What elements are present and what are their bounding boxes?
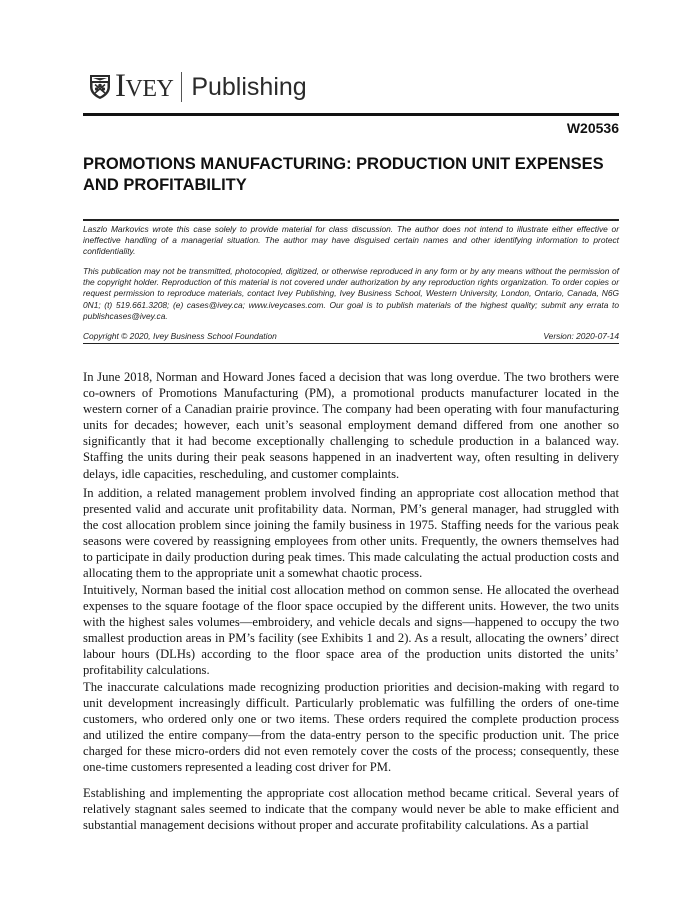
logo-publisher-text: Publishing [191,73,307,101]
body-paragraph: Establishing and implementing the appropriate cost allocation method became critical. Several years of relatively stagnant sales seemed to indicate that the company would never be able to make efficient and substantial management decisions without proper and accurate profitability calculations. As a partial [83,786,619,833]
copyright-text: Copyright © 2020, Ivey Business School Foundation [83,331,277,341]
reproduction-notice: This publication may not be transmitted, photocopied, digitized, or otherwise reproduced in any form or by any means without the permission of the copyright holder. Reproduction of this material is not covered under authorization by any reproduction rights organization. To order copies or request permission to reproduce materials, contact Ivey Publishing, Ivey Business School, Western University, London, Ontario, Canada, N6G 0N1; (t) 519.661.3208; (e) cases@ivey.ca; www.iveycases.com. Our goal is to publish materials of the highest quality; submit any errata to publishcases@ivey.ca. [83,266,619,321]
case-title: PROMOTIONS MANUFACTURING: PRODUCTION UNIT EXPENSES AND PROFITABILITY [83,155,604,194]
version-text: Version: 2020-07-14 [543,331,619,341]
copyright-row [83,331,619,341]
notice-top-rule [83,219,619,221]
logo-brand: IVEY [115,67,174,104]
header-rule [83,113,619,116]
body-paragraph: In June 2018, Norman and Howard Jones faced a decision that was long overdue. The two brothers were co-owners of Promotions Manufacturing (PM), a promotional products manufacturer located in the western corner of a Canadian prairie province. The company had been operating with four manufacturing units for decades; however, each unit’s seasonal employment demand differed from one another so significantly that it had become exceptionally challenging to schedule production in a balanced way. Staffing the units during their peak seasons happened in an inadvertent way, often resulting in delivery delays, idle capacities, rescheduling, and customer complaints. [83,370,619,481]
body-paragraph: Intuitively, Norman based the initial cost allocation method on common sense. He allocated the overhead expenses to the square footage of the floor space occupied by the different units. However, the two units with the highest sales volumes—embroidery, and vehicle decals and signs—happened to occupy the two smallest production areas in PM’s facility (see Exhibits 1 and 2). As a result, allocating the owners’ direct labour hours (DLHs) according to the floor space area of the production units distorted the units’ profitability calculations. [83,583,619,678]
logo-divider [181,72,182,102]
author-notice: Laszlo Markovics wrote this case solely to provide material for class discussion. The author does not intend to illustrate either effective or ineffective handling of a managerial situation. The author may have disguised certain names and other identifying information to protect confidentiality. [83,224,619,257]
notice-bottom-rule [83,343,619,344]
case-number: W20536 [566,120,619,136]
ivey-shield-icon [89,74,111,100]
body-paragraph: In addition, a related management problem involved finding an appropriate cost allocation method that presented valid and accurate unit profitability data. Norman, PM’s general manager, had struggled with the cost allocation problem since joining the family business in 1975. Staffing needs for the various peak seasons were covered by reassigning employees from other units. Frequently, the owners themselves had to participate in daily production during peak times. This made calculating the actual production costs and allocating them to the appropriate unit a somewhat chaotic process. [83,486,619,581]
body-paragraph: The inaccurate calculations made recognizing production priorities and decision-making with regard to unit development increasingly difficult. Particularly problematic was fulfilling the orders of one-time customers, who ordered only one or two items. These orders required the complete production process and utilized the entire company—from the data-entry person to the specific production unit. The price charged for these micro-orders did not even remotely cover the costs of the process; consequently, these one-time customers represented a leading cost driver for PM. [83,680,619,775]
ivey-publishing-logo [89,67,307,104]
